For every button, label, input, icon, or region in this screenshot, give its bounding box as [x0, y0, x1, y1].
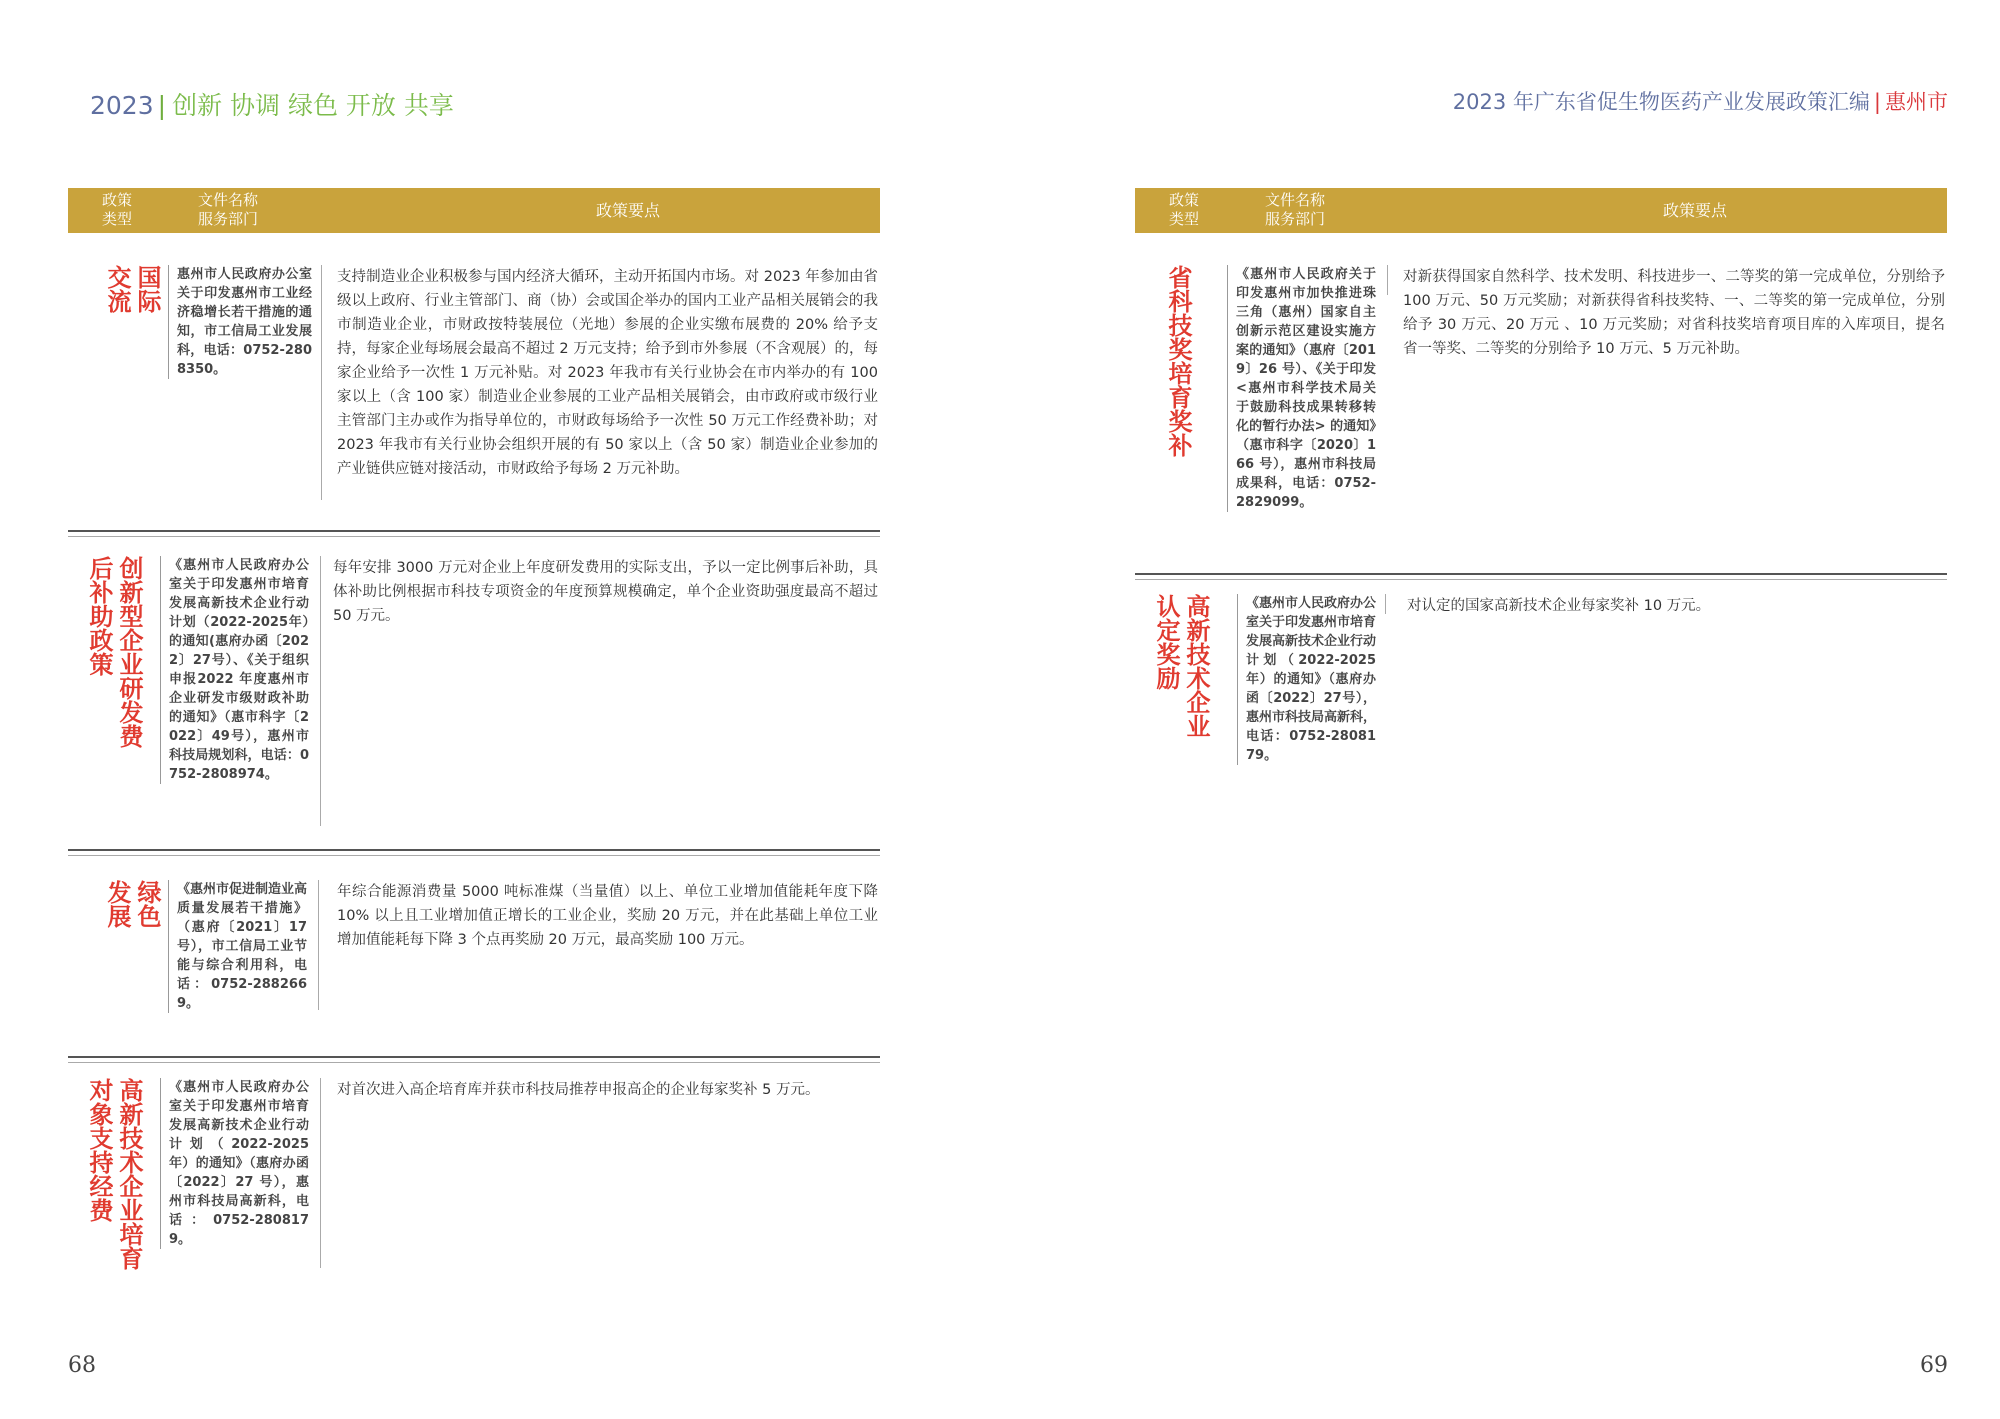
right-header	[1453, 86, 1948, 116]
header-document-name: 文件名称 服务部门	[1265, 191, 1326, 228]
header-year: 2023	[90, 91, 154, 120]
document-name: 《惠州市人民政府办公室关于印发惠州市培育发展高新技术企业行动计划（2022-2025年）的通知(惠府办函〔2022〕27号）、《关于组织申报2022 年度惠州市企业研发市级财政补助的通知》（惠市科字〔2022〕49号），惠州市科技局规划科，电话：0752-2808974。	[160, 556, 309, 784]
document-name: 《惠州市促进制造业高质量发展若干措施》（惠府〔2021〕17 号），市工信局工业节能与综合利用科，电话：0752-2882669。	[168, 880, 307, 1013]
document-name: 《惠州市人民政府办公室关于印发惠州市培育发展高新技术企业行动计划（2022-2025 年）的通知》（惠府办函〔2022〕27号），惠州市科技局高新科，电话：0752-2808179。	[1237, 594, 1376, 765]
header-policy-type: 政策 类型	[101, 191, 132, 228]
header-slogan: 创新 协调 绿色 开放 共享	[172, 91, 454, 120]
header-policy-type: 政策 类型	[1168, 191, 1199, 228]
policy-type-line: 交流	[103, 265, 131, 313]
column-separator	[318, 880, 319, 1010]
policy-content: 对认定的国家高新技术企业每家奖补 10 万元。	[1407, 598, 1711, 614]
policy-type-title	[104, 265, 160, 313]
policy-type-title	[86, 1078, 142, 1270]
header-city: 惠州市	[1885, 90, 1948, 114]
policy-type-line: 对象支持经费	[85, 1078, 113, 1222]
header-divider: |	[157, 91, 167, 120]
policy-type-line: 省科技奖培育奖补	[1164, 265, 1192, 457]
header-divider: |	[1873, 90, 1881, 114]
policy-row	[68, 880, 880, 1015]
policy-type-line: 创新型企业研发费	[115, 556, 143, 748]
policy-type-title	[86, 556, 142, 748]
left-header	[90, 86, 454, 122]
right-page	[1000, 0, 2000, 1419]
policy-row	[68, 1078, 880, 1278]
column-separator	[1385, 594, 1386, 614]
row-divider	[68, 1056, 880, 1063]
row-divider	[68, 849, 880, 856]
policy-type-line: 后补助政策	[85, 556, 113, 676]
row-divider	[1135, 573, 1947, 580]
page-number: 69	[1920, 1353, 1948, 1378]
table-header-right	[1135, 188, 1947, 233]
header-document-name: 文件名称 服务部门	[198, 191, 259, 228]
policy-type-line: 高新技术企业培育	[115, 1078, 143, 1270]
header-policy-points: 政策要点	[595, 201, 660, 220]
policy-type-title	[1153, 594, 1209, 738]
policy-type-line: 认定奖励	[1152, 594, 1180, 690]
policy-type-line: 国际	[133, 265, 161, 313]
column-separator	[321, 265, 322, 500]
page-number: 68	[68, 1353, 96, 1378]
policy-type-line: 高新技术企业	[1182, 594, 1210, 738]
row-divider	[68, 530, 880, 537]
policy-type-line: 发展	[103, 880, 131, 928]
header-policy-points: 政策要点	[1662, 201, 1727, 220]
policy-type-title	[1165, 265, 1191, 457]
header-title: 2023 年广东省促生物医药产业发展政策汇编	[1452, 90, 1870, 114]
policy-content: 对新获得国家自然科学、技术发明、科技进步一、二等奖的第一完成单位，分别给予 100 万元、50 万元奖励；对新获得省科技奖特、一、二等奖的第一完成单位，分别给予 30 万元、20 万元 、10 万元奖励；对省科技奖培育项目库的入库项目，提名省一等奖、二等奖的分别给予 10 万元、5 万元补助。	[1403, 269, 1945, 357]
policy-row	[1135, 594, 1947, 794]
policy-type-line: 绿色	[133, 880, 161, 928]
policy-row	[1135, 265, 1947, 565]
document-name: 《惠州市人民政府关于印发惠州市加快推进珠三角（惠州）国家自主创新示范区建设实施方案的通知》（惠府〔2019〕26 号）、《关于印发<惠州市科学技术局关于鼓励科技成果转移转化的暂行办法> 的通知》（惠市科字〔2020〕166 号），惠州市科技局成果科，电话：0752-2829099。	[1227, 265, 1376, 512]
column-separator	[320, 1078, 321, 1268]
policy-content: 支持制造业企业积极参与国内经济大循环，主动开拓国内市场。对 2023 年参加由省级以上政府、行业主管部门、商（协）会或国企举办的国内工业产品相关展销会的我市制造业企业，市财政按特装展位（光地）参展的企业实缴布展费的 20% 给予支持，每家企业每场展会最高不超过 2 万元支持；给予到市外参展（不含观展）的，每家企业给予一次性 1 万元补贴。对 2023 年我市有关行业协会在市内举办的有 100 家以上（含 100 家）制造业企业参展的工业产品相关展销会，由市政府或市级行业主管部门主办或作为指导单位的，市财政每场给予一次性 50 万元工作经费补助；对 2023 年我市有关行业协会组织开展的有 50 家以上（含 50 家）制造业企业参加的产业链供应链对接活动，市财政给予每场 2 万元补助。	[337, 269, 878, 477]
policy-row	[68, 556, 880, 826]
document-name: 惠州市人民政府办公室关于印发惠州市工业经济稳增长若干措施的通知，市工信局工业发展科，电话：0752-2808350。	[168, 265, 312, 379]
table-header-left	[68, 188, 880, 233]
policy-content: 每年安排 3000 万元对企业上年度研发费用的实际支出，予以一定比例事后补助，具体补助比例根据市科技专项资金的年度预算规模确定，单个企业资助强度最高不超过 50 万元。	[333, 560, 878, 624]
policy-type-title	[104, 880, 160, 928]
column-separator	[320, 556, 321, 826]
policy-content: 对首次进入高企培育库并获市科技局推荐申报高企的企业每家奖补 5 万元。	[337, 1082, 820, 1098]
policy-content: 年综合能源消费量 5000 吨标准煤（当量值）以上、单位工业增加值能耗年度下降 10% 以上且工业增加值正增长的工业企业，奖励 20 万元，并在此基础上单位工业增加值能耗每下降 3 个点再奖励 20 万元，最高奖励 100 万元。	[337, 884, 878, 948]
document-name: 《惠州市人民政府办公室关于印发惠州市培育发展高新技术企业行动计划（2022-2025 年）的通知》（惠府办函〔2022〕27 号），惠州市科技局高新科，电话：0752-2808179。	[160, 1078, 309, 1249]
column-separator	[1387, 265, 1388, 295]
policy-row	[68, 265, 880, 505]
